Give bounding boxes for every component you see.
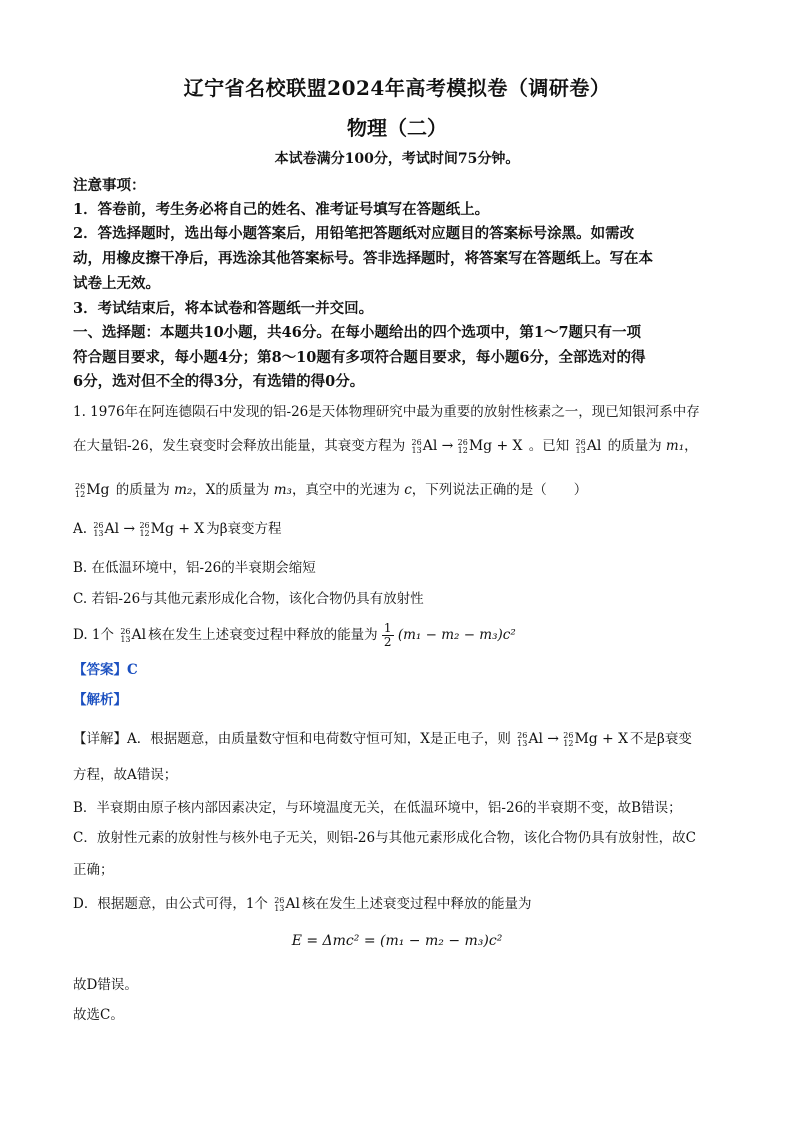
section-1-line-1: 一、选择题：本题共10小题，共46分。在每小题给出的四个选项中，第1～7题只有一项 bbox=[73, 324, 642, 341]
stem-text: 的质量为 bbox=[607, 438, 662, 454]
stem-text: 的质量为 bbox=[115, 482, 170, 498]
al-atomic-number: 13 bbox=[411, 445, 422, 455]
section-1-line-2: 符合题目要求，每小题4分；第8～10题有多项符合题目要求，每小题6分，全部选对的得 bbox=[73, 349, 646, 366]
stem-text: 。已知 bbox=[528, 438, 570, 454]
light-speed-c: c bbox=[404, 482, 412, 498]
question-1-stem-line-3: 26 12 Mg 的质量为 m₂，X的质量为 m₃，真空中的光速为 c，下列说法正确的是（ ） bbox=[75, 481, 588, 499]
detail-c-line-1: C．放射性元素的放射性与核外电子无关，则铝-26与其他元素形成化合物，该化合物仍具有放射性，故C bbox=[73, 830, 696, 846]
notice-item-3: 3．考试结束后，将本试卷和答题纸一并交回。 bbox=[73, 300, 374, 317]
question-1-stem-line-2: 在大量铝-26，发生衰变时会释放出能量，其衰变方程为 26 13 Al → 26 12 Mg + X 。已知 26 13 Al 的质量为 m₁， bbox=[73, 437, 698, 455]
energy-equation: E = Δmc² = (m₁ − m₂ − m₃)c² bbox=[291, 933, 503, 949]
option-b: B. 在低温环境中，铝-26的半衰期会缩短 bbox=[73, 560, 316, 576]
arrow-icon: → bbox=[441, 438, 454, 455]
analysis-label: 【解析】 bbox=[73, 692, 127, 708]
arrow-icon: → bbox=[123, 521, 136, 538]
al-symbol: Al bbox=[422, 438, 438, 455]
al-nuclide: 26 13 Al bbox=[274, 895, 300, 913]
exam-title: 辽宁省名校联盟2024年高考模拟卷（调研卷） bbox=[183, 76, 611, 100]
arrow-icon: → bbox=[547, 731, 559, 748]
detail-c-line-2: 正确； bbox=[73, 862, 114, 878]
notice-heading: 注意事项： bbox=[73, 177, 146, 194]
mg-nuclide: 26 12 Mg bbox=[75, 481, 110, 499]
detail-d: D．根据题意，由公式可得，1个 26 13 Al 核在发生上述衰变过程中释放的能量为 bbox=[73, 895, 532, 913]
stem-text: 在大量铝-26，发生衰变时会释放出能量，其衰变方程为 bbox=[73, 438, 406, 454]
half-fraction: $\frac{1}{2}$ bbox=[383, 621, 392, 649]
option-c: C. 若铝-26与其他元素形成化合物，该化合物仍具有放射性 bbox=[73, 591, 424, 607]
detail-a-line-1: 【详解】A．根据题意，由质量数守恒和电荷数守恒可知，X是正电子，则 26 13 Al → 26 12 Mg + X 不是β衰变 bbox=[73, 730, 692, 748]
answer-label: 【答案】C bbox=[73, 662, 138, 678]
mass-m2: m₂ bbox=[174, 482, 193, 498]
al-mass-number: 26 bbox=[411, 437, 422, 447]
mg-symbol: Mg bbox=[468, 438, 493, 455]
decay-equation: 26 13 Al → 26 12 Mg + X bbox=[517, 730, 629, 748]
question-1-stem-line-1: 1. 1976年在阿连德陨石中发现的铝-26是天体物理研究中最为重要的放射性核素之一，现已知银河系中存 bbox=[73, 404, 700, 420]
decay-equation: 26 13 Al → 26 12 Mg + X bbox=[93, 520, 205, 538]
notice-item-2-line-1: 2．答选择题时，选出每小题答案后，用铅笔把答题纸对应题目的答案标号涂黑。如需改 bbox=[73, 225, 635, 242]
al-nuclide: 26 13 Al bbox=[120, 626, 147, 644]
energy-expression: (m₁ − m₂ − m₃)c² bbox=[397, 627, 516, 643]
notice-item-1: 1．答卷前，考生务必将自己的姓名、准考证号填写在答题纸上。 bbox=[73, 201, 490, 218]
decay-equation: 26 13 Al → 26 12 Mg + X bbox=[411, 437, 523, 455]
mg-mass-number: 26 bbox=[457, 437, 468, 447]
exam-info: 本试卷满分100分，考试时间75分钟。 bbox=[274, 151, 520, 167]
detail-b: B．半衰期由原子核内部因素决定，与环境温度无关，在低温环境中，铝-26的半衰期不变，故B错误； bbox=[73, 800, 682, 816]
option-a: A. 26 13 Al → 26 12 Mg + X 为β衰变方程 bbox=[73, 520, 282, 538]
final-answer: 故选C。 bbox=[73, 1007, 124, 1023]
al-nuclide: 26 13 Al bbox=[575, 437, 602, 455]
section-1-line-3: 6分，选对但不全的得3分，有选错的得0分。 bbox=[73, 373, 365, 390]
option-d: D. 1个 26 13 Al 核在发生上述衰变过程中释放的能量为 $\frac{1}{2}$ (m₁ − m₂ − m₃)c² bbox=[73, 621, 516, 649]
subject-title: 物理（二） bbox=[347, 116, 447, 140]
mass-m3: m₃ bbox=[273, 482, 292, 498]
detail-a-line-2: 方程，故A错误； bbox=[73, 767, 178, 783]
mg-atomic-number: 12 bbox=[457, 445, 468, 455]
detail-d-conclusion: 故D错误。 bbox=[73, 977, 138, 993]
notice-item-2-line-2: 动，用橡皮擦干净后，再选涂其他答案标号。答非选择题时，将答案写在答题纸上。写在本 bbox=[73, 250, 653, 267]
notice-item-2-line-3: 试卷上无效。 bbox=[73, 275, 160, 292]
mass-m1: m₁ bbox=[665, 438, 685, 454]
x-symbol: X bbox=[512, 438, 523, 455]
